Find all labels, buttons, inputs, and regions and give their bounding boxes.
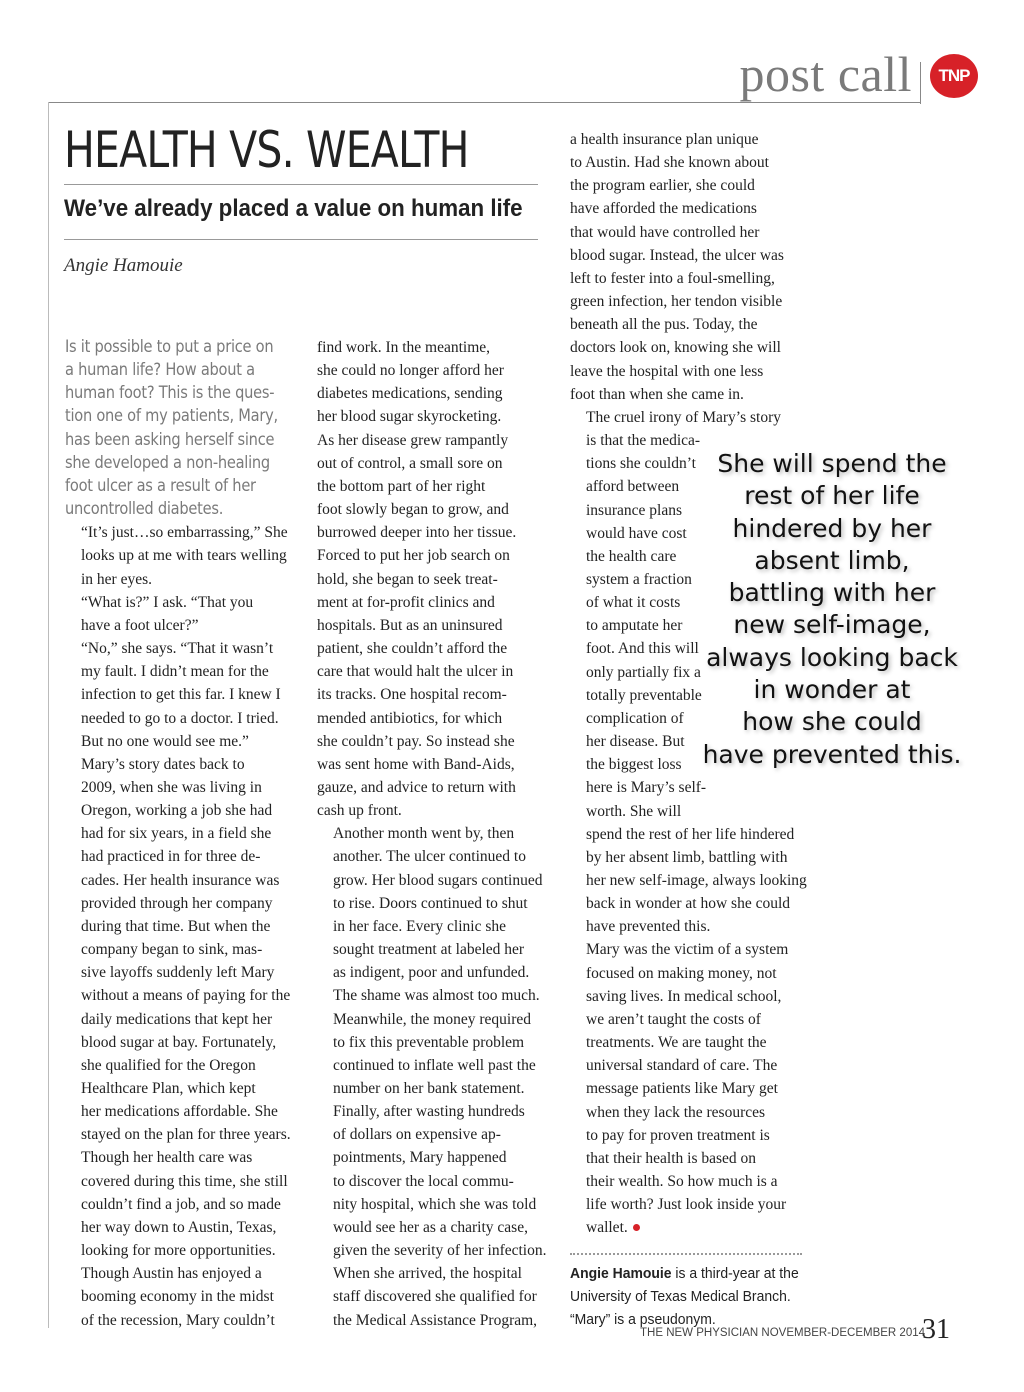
body-line: Though her health care was <box>81 1149 253 1167</box>
body-line: in her face. Every clinic she <box>333 917 506 935</box>
body-line: Finally, after wasting hundreds <box>333 1103 525 1121</box>
body-line: Another month went by, then <box>333 825 515 843</box>
body-line: blood sugar at bay. Fortunately, <box>81 1033 277 1051</box>
body-line: of dollars on expensive ap- <box>333 1126 501 1144</box>
body-line: hold, she began to seek treat- <box>317 570 498 588</box>
body-line: sive layoffs suddenly left Mary <box>81 964 275 982</box>
body-line: left to fester into a foul-smelling, <box>570 269 775 287</box>
header-rule <box>48 102 921 103</box>
body-line: to rise. Doors continued to shut <box>333 894 528 912</box>
title-rule <box>64 184 538 185</box>
pull-quote-line: always looking back <box>706 642 958 672</box>
body-line: nity hospital, which she was told <box>333 1195 537 1213</box>
body-paragraph <box>570 128 810 406</box>
body-line: Healthcare Plan, which kept <box>81 1080 256 1097</box>
body-line: looking for more opportunities. <box>81 1242 276 1260</box>
bio-line: “Mary” is a pseudonym. <box>570 1311 716 1328</box>
body-line: Though Austin has enjoyed a <box>81 1265 262 1283</box>
lede-line: a human life? How about a <box>65 360 255 381</box>
article-column-1 <box>65 336 305 1332</box>
body-line: As her disease grew rampantly <box>317 431 509 449</box>
body-line: that would have controlled her <box>570 223 760 241</box>
body-line: treatments. We are taught the <box>586 1034 767 1052</box>
body-line: have a foot ulcer?” <box>81 616 199 634</box>
subtitle-rule <box>64 239 538 240</box>
body-line: of the recession, Mary couldn’t <box>81 1311 275 1329</box>
body-line: to pay for proven treatment is <box>586 1126 770 1144</box>
bio-author-name: Angie Hamouie <box>570 1265 672 1282</box>
body-line: find work. In the meantime, <box>317 339 491 356</box>
body-line: we aren’t taught the costs of <box>586 1010 761 1028</box>
body-line: back in wonder at how she could <box>586 895 791 913</box>
body-line: its tracks. One hospital recom- <box>317 686 507 704</box>
body-line: booming economy in the midst <box>81 1288 274 1306</box>
pull-quote-line: absent limb, <box>754 545 910 575</box>
body-paragraph <box>65 591 305 637</box>
body-line: without a means of paying for the <box>81 987 291 1005</box>
body-line: mended antibiotics, for which <box>317 709 503 727</box>
body-line: of what it costs <box>586 594 681 612</box>
body-line: Forced to put her job search on <box>317 547 510 565</box>
body-line: their wealth. So how much is a <box>586 1173 778 1191</box>
body-line: wallet. <box>570 1216 810 1239</box>
body-line: life worth? Just look inside your <box>586 1196 787 1214</box>
body-line: “What is?” I ask. “That you <box>81 593 254 611</box>
page-number: 31 <box>922 1314 950 1345</box>
pull-quote-line: battling with her <box>728 578 936 608</box>
body-line: hospitals. But as an uninsured <box>317 616 503 634</box>
body-line: cades. Her health insurance was <box>81 871 280 889</box>
body-line: she qualified for the Oregon <box>81 1056 256 1074</box>
lede-line: human foot? This is the ques- <box>65 383 275 404</box>
body-line: Oregon, working a job she had <box>81 802 273 820</box>
lede-line: uncontrolled diabetes. <box>65 499 224 520</box>
body-line: had for six years, in a field she <box>81 825 272 843</box>
body-line: the health care <box>586 547 677 565</box>
body-line: only partially fix a <box>586 663 701 681</box>
lede-line: foot ulcer as a result of her <box>65 475 256 496</box>
footer-publication: THE NEW PHYSICIAN NOVEMBER-DECEMBER 2014 <box>640 1327 926 1339</box>
author-bio <box>570 1262 810 1331</box>
body-paragraph <box>65 521 305 590</box>
body-line: would have cost <box>586 524 687 542</box>
body-line: would see her as a charity case, <box>333 1218 528 1236</box>
body-line: provided through her company <box>81 894 273 912</box>
body-line: her medications affordable. She <box>81 1103 278 1121</box>
body-line: her disease. But <box>586 733 685 751</box>
body-line: “It’s just…so embarrassing,” She <box>81 524 288 542</box>
body-line: foot slowly began to grow, and <box>317 501 509 519</box>
body-line: stayed on the plan for three years. <box>81 1126 291 1144</box>
body-line: grow. Her blood sugars continued <box>333 871 543 889</box>
left-margin-rule <box>48 102 49 1328</box>
pull-quote-line: new self-image, <box>733 610 931 640</box>
body-line: in her eyes. <box>81 570 153 588</box>
article-column-2 <box>317 336 557 1332</box>
body-line: When she arrived, the hospital <box>333 1265 522 1283</box>
body-line: her blood sugar skyrocketing. <box>317 408 502 426</box>
body-line: had practiced in for three de- <box>81 848 261 866</box>
body-line: gauze, and advice to return with <box>317 778 516 796</box>
pull-quote-line: hindered by her <box>732 513 932 543</box>
body-line: is that the medica- <box>586 432 701 450</box>
body-line: staff discovered she qualified for <box>333 1288 537 1306</box>
body-line: spend the rest of her life hindered <box>586 825 795 843</box>
body-line: to fix this preventable problem <box>333 1033 525 1051</box>
body-line: focused on making money, not <box>586 964 777 982</box>
pull-quote <box>700 448 964 771</box>
body-line: here is Mary’s self- <box>586 779 707 797</box>
body-line: her way down to Austin, Texas, <box>81 1218 277 1236</box>
body-line: “No,” she says. “That it wasn’t <box>81 640 274 658</box>
pull-quote-line: rest of her life <box>744 481 920 511</box>
body-line: continued to inflate well past the <box>333 1056 536 1074</box>
bio-line <box>570 1262 799 1285</box>
body-line: sought treatment at labeled her <box>333 941 525 959</box>
header-divider <box>920 62 921 104</box>
body-line: complication of <box>586 709 684 727</box>
body-line: beneath all the pus. Today, the <box>570 316 758 334</box>
body-paragraph <box>317 1100 557 1332</box>
body-line: to discover the local commu- <box>333 1172 514 1190</box>
article-title: HEALTH VS. WEALTH <box>64 121 469 179</box>
body-line: as indigent, poor and unfunded. <box>333 964 530 982</box>
body-line: totally preventable <box>586 686 702 704</box>
end-of-article-mark <box>633 1224 640 1231</box>
body-line: number on her bank statement. <box>333 1080 525 1097</box>
body-line: Meanwhile, the money required <box>333 1010 531 1028</box>
body-line: Mary’s story dates back to <box>81 755 245 773</box>
section-label: post call <box>739 46 912 102</box>
body-line: message patients like Mary get <box>586 1080 778 1098</box>
body-line: insurance plans <box>586 501 682 519</box>
lede-line: has been asking herself since <box>65 429 275 450</box>
column-1-body <box>65 521 305 1331</box>
body-line: needed to go to a doctor. I tried. <box>81 709 279 727</box>
body-line: diabetes medications, sending <box>317 385 503 403</box>
body-line: a health insurance plan unique <box>570 131 759 148</box>
body-paragraph <box>317 336 557 822</box>
body-line: tions she couldn’t <box>586 455 696 473</box>
pull-quote-line: in wonder at <box>753 675 911 705</box>
body-line: covered during this time, she still <box>81 1172 288 1190</box>
body-line: patient, she couldn’t afford the <box>317 640 508 658</box>
body-line: universal standard of care. The <box>586 1057 778 1075</box>
body-line: doctors look on, knowing she will <box>570 339 781 357</box>
lede-line: she developed a non-healing <box>65 452 270 473</box>
body-line: she couldn’t pay. So instead she <box>317 732 515 750</box>
pull-quote-line: how she could <box>742 707 922 737</box>
body-line: company began to sink, mas- <box>81 941 263 959</box>
body-line: her new self-image, always looking <box>586 872 807 889</box>
lede-line: tion one of my patients, Mary, <box>65 406 278 427</box>
body-line: during that time. But when the <box>81 917 271 935</box>
body-line: have afforded the medications <box>570 200 757 218</box>
body-paragraph <box>570 938 810 1239</box>
body-line: daily medications that kept her <box>81 1010 273 1028</box>
lede-paragraph <box>65 336 305 521</box>
body-line: foot than when she came in. <box>570 385 744 403</box>
tnp-logo-badge: TNP <box>930 54 978 98</box>
body-line: saving lives. In medical school, <box>586 987 782 1005</box>
body-line: my fault. I didn’t mean for the <box>81 663 269 681</box>
body-line: green infection, her tendon visible <box>570 293 783 311</box>
body-line: when they lack the resources <box>586 1103 766 1121</box>
body-line: the biggest loss <box>586 756 682 774</box>
body-paragraph <box>317 822 557 1100</box>
body-line: foot. And this will <box>586 640 699 658</box>
body-line: she could no longer afford her <box>317 362 504 380</box>
pull-quote-line: have prevented this. <box>702 739 962 769</box>
body-line: to amputate her <box>586 617 683 635</box>
body-line: care that would halt the ulcer in <box>317 663 514 681</box>
body-line: But no one would see me.” <box>81 732 249 750</box>
body-line: the program earlier, she could <box>570 177 755 195</box>
body-line: out of control, a small sore on <box>317 454 503 472</box>
bio-dotted-rule <box>570 1253 802 1255</box>
lede-line: Is it possible to put a price on <box>65 337 274 357</box>
body-line: by her absent limb, battling with <box>586 848 788 866</box>
body-line: afford between <box>586 478 680 496</box>
bio-line: University of Texas Medical Branch. <box>570 1288 791 1305</box>
body-line: the Medical Assistance Program, <box>333 1311 538 1329</box>
body-line: 2009, when she was living in <box>81 778 262 796</box>
body-line: cash up front. <box>317 802 402 820</box>
body-paragraph <box>65 637 305 753</box>
body-line: another. The ulcer continued to <box>333 848 526 866</box>
body-line: pointments, Mary happened <box>333 1149 507 1167</box>
body-line: couldn’t find a job, and so made <box>81 1195 281 1213</box>
body-line: ment at for-profit clinics and <box>317 593 495 611</box>
byline: Angie Hamouie <box>64 255 183 276</box>
body-line: The cruel irony of Mary’s story <box>586 408 781 426</box>
body-line: have prevented this. <box>586 918 711 936</box>
body-line: system a fraction <box>586 570 692 588</box>
column-2-body <box>317 336 557 1332</box>
body-line: that their health is based on <box>586 1149 757 1167</box>
body-line: leave the hospital with one less <box>570 362 764 380</box>
bio-text: is a third-year at the <box>671 1265 799 1282</box>
body-paragraph <box>65 1262 305 1331</box>
body-line: burrowed deeper into her tissue. <box>317 524 517 542</box>
body-line: blood sugar. Instead, the ulcer was <box>570 246 784 264</box>
body-line: the bottom part of her right <box>317 477 486 495</box>
body-line: was sent home with Band-Aids, <box>317 755 515 773</box>
body-line: Mary was the victim of a system <box>586 941 789 959</box>
article-subtitle: We’ve already placed a value on human life <box>64 195 523 222</box>
body-paragraph <box>65 753 305 1262</box>
body-line: worth. She will <box>586 802 682 820</box>
body-line: infection to get this far. I knew I <box>81 686 281 704</box>
body-line: looks up at me with tears welling <box>81 547 287 565</box>
body-line: The shame was almost too much. <box>333 987 540 1005</box>
body-line: given the severity of her infection. <box>333 1242 547 1260</box>
body-line: to Austin. Had she known about <box>570 154 769 172</box>
pull-quote-line: She will spend the <box>717 449 947 478</box>
